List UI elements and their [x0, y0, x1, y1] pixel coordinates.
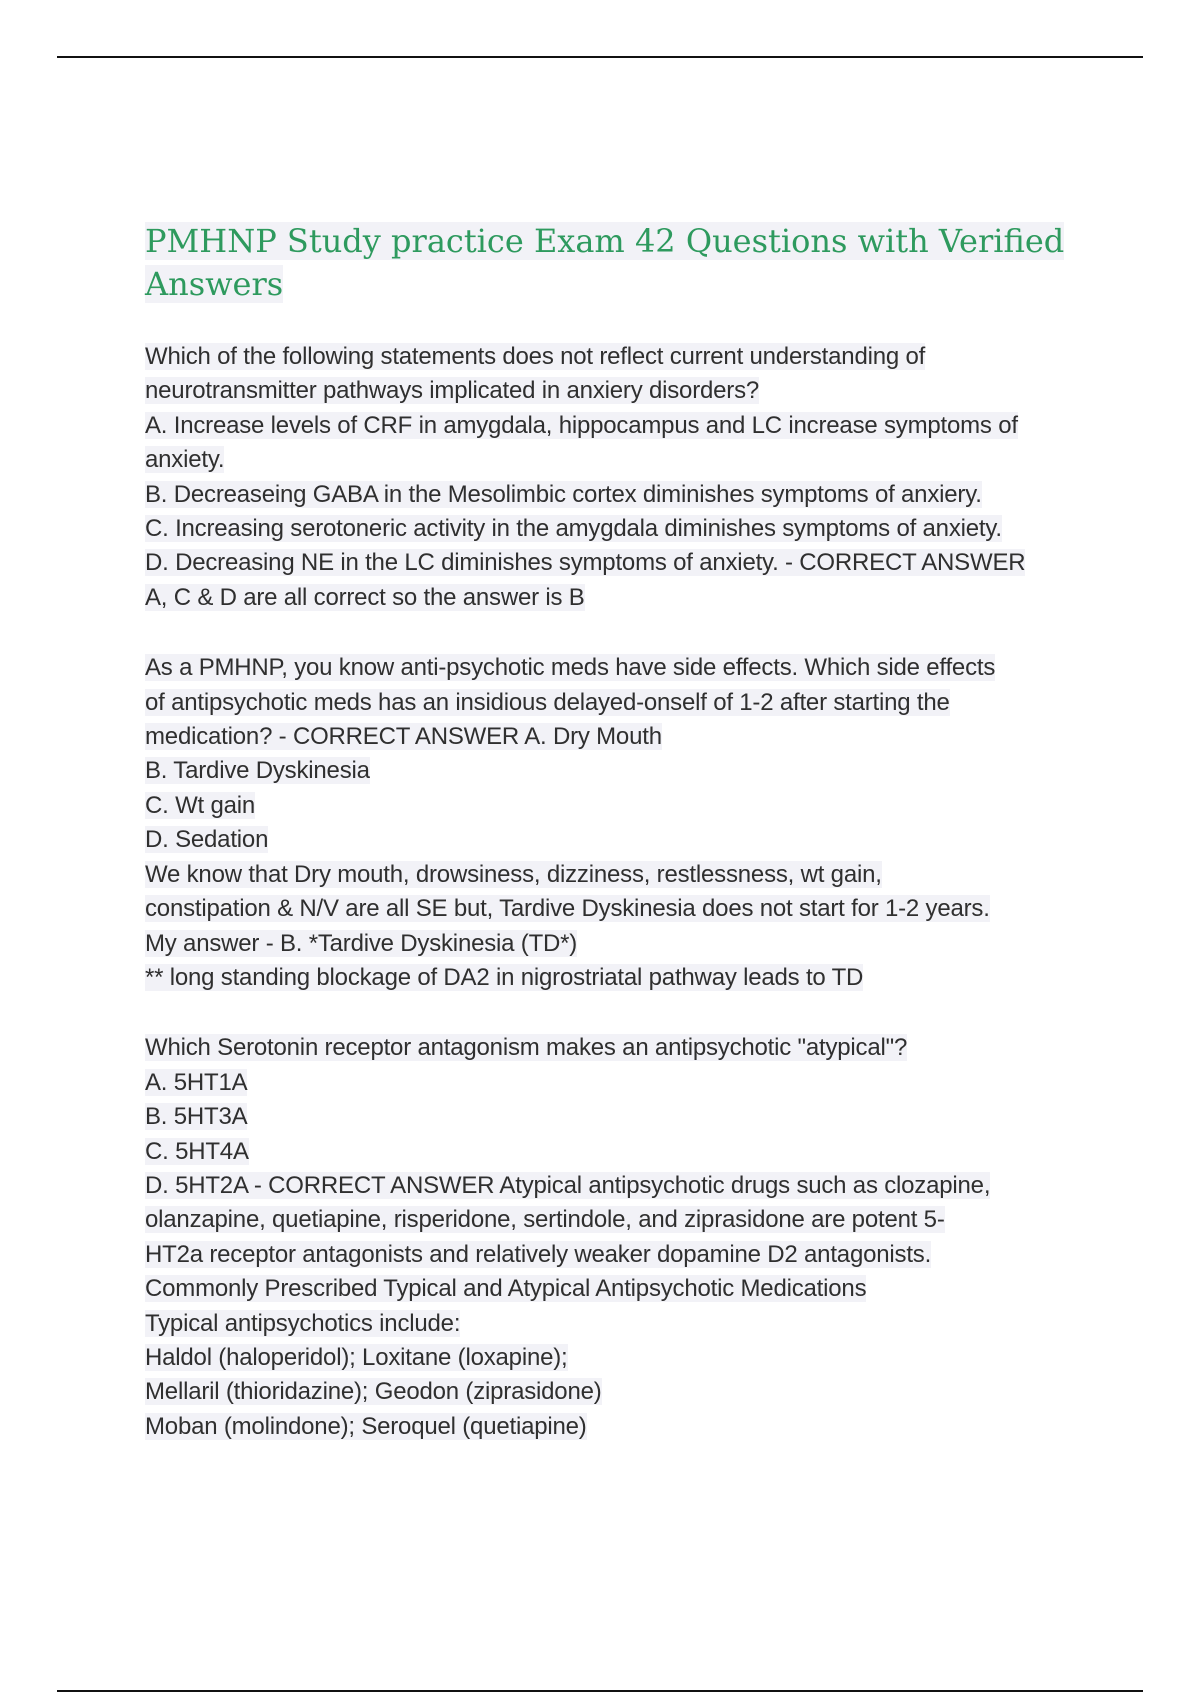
question-line: HT2a receptor antagonists and relatively weaker dopamine D2 antagonists.	[145, 1240, 932, 1268]
question-line: Haldol (haloperidol); Loxitane (loxapine);	[145, 1343, 568, 1371]
question-line: A, C & D are all correct so the answer is B	[145, 583, 585, 611]
question-line: D. 5HT2A - CORRECT ANSWER Atypical antipsychotic drugs such as clozapine,	[145, 1171, 991, 1199]
question-line: As a PMHNP, you know anti-psychotic meds have side effects. Which side effects	[145, 654, 996, 682]
question-line: neurotransmitter pathways implicated in anxiery disorders?	[145, 377, 760, 405]
question-line: A. Increase levels of CRF in amygdala, hippocampus and LC increase symptoms of	[145, 411, 1018, 439]
question-line: B. Tardive Dyskinesia	[145, 757, 370, 785]
title-line: Answers	[145, 265, 284, 303]
question-line: B. Decreaseing GABA in the Mesolimbic cortex diminishes symptoms of anxiery.	[145, 480, 982, 508]
question-line: olanzapine, quetiapine, risperidone, sertindole, and ziprasidone are potent 5-	[145, 1206, 945, 1234]
question-block	[145, 1031, 1100, 1444]
document-title	[145, 220, 1100, 306]
question-line: Commonly Prescribed Typical and Atypical Antipsychotic Medications	[145, 1275, 867, 1303]
question-line: My answer - B. *Tardive Dyskinesia (TD*)	[145, 929, 578, 957]
question-line: medication? - CORRECT ANSWER A. Dry Mouth	[145, 723, 662, 751]
question-line: Which of the following statements does not reflect current understanding of	[145, 343, 926, 370]
title-line: PMHNP Study practice Exam 42 Questions with Verified	[145, 222, 1065, 260]
question-line: We know that Dry mouth, drowsiness, dizziness, restlessness, wt gain,	[145, 860, 882, 888]
question-line: anxiety.	[145, 446, 225, 474]
question-line: C. Increasing serotoneric activity in the amygdala diminishes symptoms of anxiety.	[145, 515, 1002, 543]
question-line: D. Decreasing NE in the LC diminishes symptoms of anxiety. - CORRECT ANSWER	[145, 549, 1026, 577]
question-line: of antipsychotic meds has an insidious delayed-onself of 1-2 after starting the	[145, 688, 950, 716]
question-line: C. Wt gain	[145, 791, 256, 819]
question-line: Moban (molindone); Seroquel (quetiapine)	[145, 1412, 587, 1440]
question-line: Which Serotonin receptor antagonism makes an antipsychotic "atypical"?	[145, 1034, 908, 1062]
question-line: Typical antipsychotics include:	[145, 1309, 461, 1337]
footer-rule	[57, 1690, 1143, 1692]
question-line: A. 5HT1A	[145, 1068, 248, 1096]
document-body	[145, 220, 1100, 1480]
question-line: B. 5HT3A	[145, 1103, 248, 1131]
question-line: ** long standing blockage of DA2 in nigrostriatal pathway leads to TD	[145, 963, 864, 991]
question-block	[145, 340, 1100, 615]
header-rule	[57, 56, 1143, 58]
question-line: D. Sedation	[145, 826, 269, 854]
question-line: Mellaril (thioridazine); Geodon (ziprasidone)	[145, 1378, 602, 1406]
question-block	[145, 651, 1100, 995]
question-line: constipation & N/V are all SE but, Tardive Dyskinesia does not start for 1-2 years.	[145, 895, 990, 923]
question-line: C. 5HT4A	[145, 1137, 249, 1165]
